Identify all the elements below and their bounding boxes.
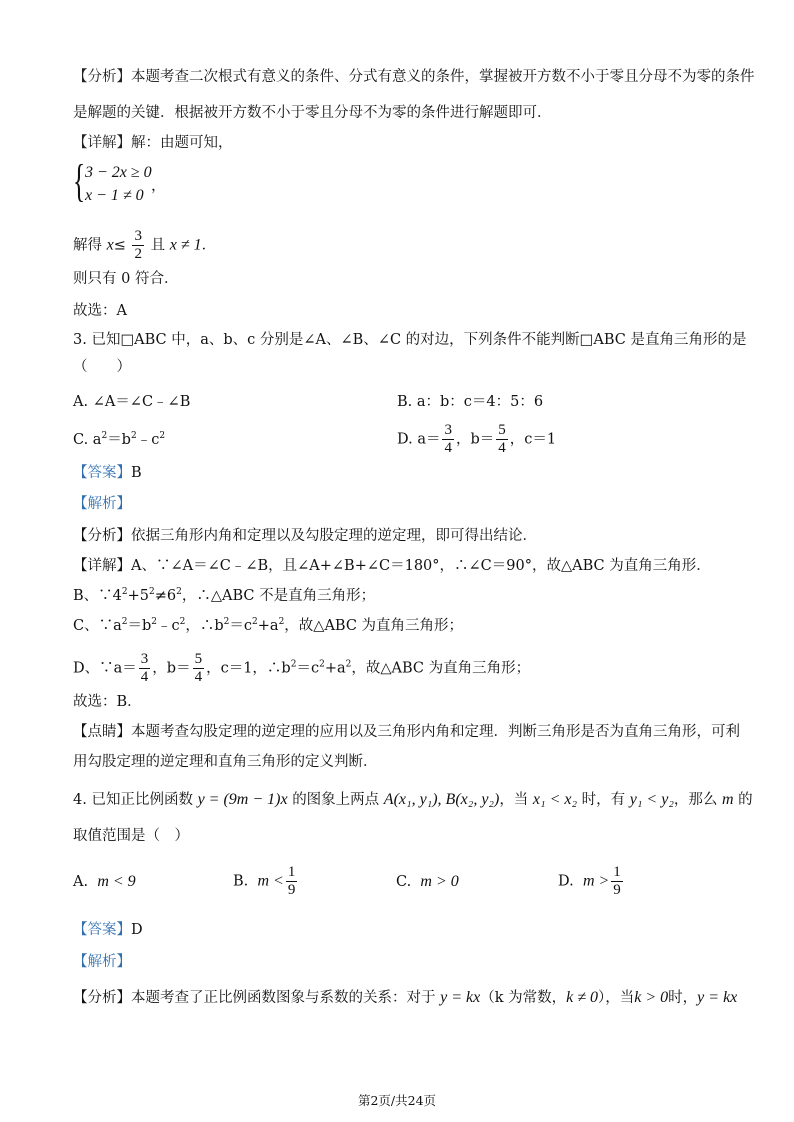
system-row-1: 3 − 2x ≥ 0 bbox=[85, 164, 152, 181]
q3-jiexi: 【解析】 bbox=[73, 496, 131, 512]
solve-le: ≤ bbox=[113, 237, 126, 254]
q4-option-b: B. m < $\frac{1}{9}$ bbox=[233, 864, 296, 898]
q3-answer: 【答案】B bbox=[73, 465, 142, 481]
q4-option-d: D. m > $\frac{1}{9}$ bbox=[558, 864, 621, 898]
only-zero-line: 则只有 0 符合． bbox=[73, 271, 179, 287]
analysis-text: 是解题的关键．根据被开方数不小于零且分母不为零的条件进行解题即可． bbox=[73, 105, 552, 121]
solve-neq: x ≠ 1 bbox=[169, 236, 202, 254]
fraction-3-2: $\frac{3}{2}$ bbox=[134, 228, 142, 262]
q3-detail-b: B、$\because 4^2+5^2\ne 6^2$，∴△ABC 不是直角三角形； bbox=[73, 587, 376, 604]
q3-stem: 3. 已知□ABC 中，a、b、c 分别是∠A、∠B、∠C 的对边，下列条件不能判断□ABC 是直角三角形的是 bbox=[73, 332, 747, 348]
q3-detail-c: C、$\because a^2=b^2﹣c^2$，$\therefore b^2=c^2+a^2$，故△ABC 为直角三角形； bbox=[73, 617, 464, 634]
solve-end: ． bbox=[201, 237, 217, 254]
analysis-line bbox=[73, 67, 755, 87]
fraction-3-4: $\frac{3}{4}$ bbox=[444, 422, 452, 456]
system-row-2: x − 1 ≠ 0 bbox=[85, 187, 144, 204]
q3-option-d: D. a＝ $\frac{3}{4}$ ，b＝ $\frac{5}{4}$ ，c＝1 bbox=[397, 422, 557, 456]
q3-paren: （ ） bbox=[73, 359, 131, 375]
q3-comment-2: 用勾股定理的逆定理和直角三角形的定义判断． bbox=[73, 754, 378, 770]
q3-comment: 【点睛】本题考查勾股定理的逆定理的应用以及三角形内角和定理．判断三角形是否为直角三角形，可利 bbox=[73, 724, 740, 740]
q4-option-a: A. m < 9 bbox=[73, 873, 136, 890]
brace-symbol: { bbox=[73, 155, 86, 206]
solve-prefix: 解得 bbox=[73, 237, 102, 254]
analysis-text: 本题考查二次根式有意义的条件、分式有意义的条件，掌握被开方数不小于零且分母不为零的条件 bbox=[131, 69, 755, 85]
analysis-tag: 【分析】 bbox=[73, 69, 131, 85]
q4-jiexi: 【解析】 bbox=[73, 954, 131, 970]
q3-detail-a: 【详解】A、∵∠A＝∠C﹣∠B，且∠A+∠B+∠C＝180°，∴∠C＝90°，故△ABC 为直角三角形． bbox=[73, 558, 711, 574]
q3-choice: 故选：B． bbox=[73, 694, 142, 710]
fraction-5-4: $\frac{5}{4}$ bbox=[498, 422, 506, 456]
detail-line bbox=[73, 133, 233, 153]
choice-line: 故选：A bbox=[73, 303, 127, 319]
detail-text: 解：由题可知， bbox=[131, 135, 233, 151]
analysis-line-2 bbox=[73, 103, 552, 123]
q4-option-c: C. m > 0 bbox=[396, 873, 459, 890]
q3-analysis: 【分析】依据三角形内角和定理以及勾股定理的逆定理，即可得出结论． bbox=[73, 528, 537, 544]
system-comma: ， bbox=[151, 178, 167, 194]
q4-stem: 4. 已知正比例函数 y = (9m − 1)x 的图象上两点 A(x₁, y₁), B(x₂, y₂)，当 x₁ < x₂ 时，有 y₁ < y₂，那么 m 的 bbox=[73, 791, 753, 808]
solve-and: 且 bbox=[150, 237, 166, 254]
fraction-1-9: $\frac{1}{9}$ bbox=[613, 864, 621, 898]
detail-tag: 【详解】 bbox=[73, 135, 131, 151]
solve-var: x bbox=[106, 236, 114, 254]
q4-analysis: 【分析】本题考查了正比例函数图象与系数的关系：对于 y = kx（k 为常数，k ≠ 0），当k > 0时，y = kx bbox=[73, 989, 738, 1006]
q3-detail-d: D、∵a＝ $\frac{3}{4}$ ，b＝ $\frac{5}{4}$ ，c＝1，$\therefore b^2=c^2+a^2$，故△ABC 为直角三角形； bbox=[73, 651, 531, 685]
page-footer: 第2页/共24页 bbox=[357, 1093, 437, 1108]
q3-option-b: B. a：b：c＝4：5：6 bbox=[397, 394, 544, 410]
q3-option-a: A. ∠A＝∠C﹣∠B bbox=[73, 394, 191, 410]
fraction-1-9: $\frac{1}{9}$ bbox=[287, 864, 296, 898]
q4-answer: 【答案】D bbox=[73, 922, 143, 938]
q3-option-c: C. $a^2=b^2﹣c^2$ bbox=[73, 431, 166, 448]
solve-line bbox=[73, 228, 216, 263]
q4-stem-2: 取值范围是（ ） bbox=[73, 828, 189, 844]
